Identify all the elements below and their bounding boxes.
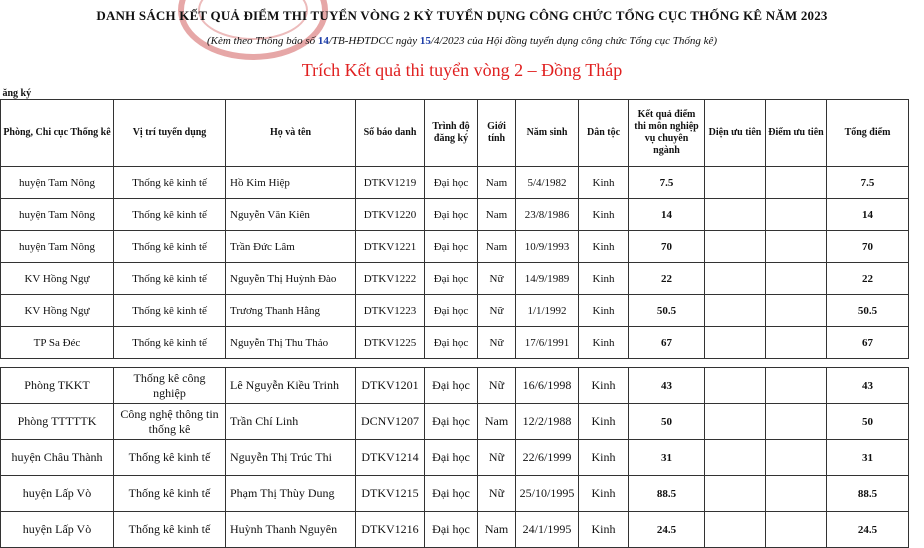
header-row <box>1 100 909 167</box>
table-cell: Nam <box>478 167 516 199</box>
table-cell: Kinh <box>579 263 629 295</box>
table-cell: Đại học <box>425 199 478 231</box>
table-cell: Thống kê công nghiệp <box>114 368 226 404</box>
table-cell: Nam <box>478 404 516 440</box>
table-cell: Phòng TKKT <box>1 368 114 404</box>
table-cell: 12/2/1988 <box>516 404 579 440</box>
table-cell <box>705 231 766 263</box>
table-row <box>1 167 909 199</box>
table-cell: Nam <box>478 199 516 231</box>
table-cell: Đại học <box>425 512 478 548</box>
table-row <box>1 231 909 263</box>
table-body-top <box>1 167 909 359</box>
table-cell: 31 <box>827 440 909 476</box>
column-header: Diện ưu tiên <box>705 100 766 167</box>
column-header: Giới tính <box>478 100 516 167</box>
table-row <box>1 263 909 295</box>
table-cell: DTKV1216 <box>356 512 425 548</box>
table-cell: Nữ <box>478 368 516 404</box>
table-cell: Trần Đức Lâm <box>226 231 356 263</box>
table-cell: KV Hồng Ngự <box>1 295 114 327</box>
column-header: Kết quả điểm thi môn nghiệp vụ chuyên ngành <box>629 100 705 167</box>
table-cell: huyện Tam Nông <box>1 199 114 231</box>
table-cell: 25/10/1995 <box>516 476 579 512</box>
document-title: DANH SÁCH KẾT QUẢ ĐIỂM THI TUYỂN VÒNG 2 KỲ TUYỂN DỤNG CÔNG CHỨC TỔNG CỤC THỐNG KÊ NĂM 2023 <box>96 8 828 23</box>
table-cell: Kinh <box>579 199 629 231</box>
table-cell: 50 <box>827 404 909 440</box>
table-cell <box>766 476 827 512</box>
table-cell: Nam <box>478 512 516 548</box>
table-row <box>1 368 909 404</box>
table-cell: DTKV1222 <box>356 263 425 295</box>
table-cell: 14/9/1989 <box>516 263 579 295</box>
table-cell: Kinh <box>579 327 629 359</box>
table-cell: Thống kê kinh tế <box>114 199 226 231</box>
table-cell: Công nghệ thông tin thống kê <box>114 404 226 440</box>
table-cell <box>705 476 766 512</box>
table-cell: 24/1/1995 <box>516 512 579 548</box>
table-cell <box>766 231 827 263</box>
table-cell <box>766 404 827 440</box>
table-cell: Nữ <box>478 295 516 327</box>
table-cell: Đại học <box>425 295 478 327</box>
table-cell: Kinh <box>579 476 629 512</box>
table-cell <box>705 440 766 476</box>
table-cell: huyện Tam Nông <box>1 167 114 199</box>
table-cell <box>766 512 827 548</box>
table-separator <box>1 359 909 368</box>
table-cell: DTKV1201 <box>356 368 425 404</box>
table-cell: Kinh <box>579 231 629 263</box>
table-cell: Kinh <box>579 404 629 440</box>
table-cell <box>766 295 827 327</box>
table-cell: Nam <box>478 231 516 263</box>
table-cell <box>705 167 766 199</box>
column-header: Phòng, Chi cục Thống kê <box>1 100 114 167</box>
table-cell: 7.5 <box>629 167 705 199</box>
table-cell: huyện Lấp Vò <box>1 512 114 548</box>
table-cell: Nữ <box>478 476 516 512</box>
table-cell: DTKV1214 <box>356 440 425 476</box>
table-cell: DTKV1215 <box>356 476 425 512</box>
table-cell: 10/9/1993 <box>516 231 579 263</box>
table-cell: 17/6/1991 <box>516 327 579 359</box>
column-header: Họ và tên <box>226 100 356 167</box>
column-header: Năm sinh <box>516 100 579 167</box>
table-cell: Phạm Thị Thùy Dung <box>226 476 356 512</box>
column-header: Dân tộc <box>579 100 629 167</box>
table-cell: 50 <box>629 404 705 440</box>
column-header: Trình độ đăng ký <box>425 100 478 167</box>
table-cell: 22 <box>827 263 909 295</box>
table-cell: Nguyễn Thị Thu Thảo <box>226 327 356 359</box>
header-top-strip <box>1 87 909 100</box>
table-cell: 16/6/1998 <box>516 368 579 404</box>
table-cell: Thống kê kinh tế <box>114 327 226 359</box>
document-subtitle: (Kèm theo Thông báo số 14/TB-HĐTDCC ngày 15/4/2023 của Hội đồng tuyển dụng công chức Tổng cục Thống kê) <box>206 35 718 47</box>
table-cell: Thống kê kinh tế <box>114 231 226 263</box>
table-cell: Thống kê kinh tế <box>114 476 226 512</box>
table-cell: Thống kê kinh tế <box>114 295 226 327</box>
table-cell <box>705 295 766 327</box>
table-row <box>1 327 909 359</box>
table-cell: Đại học <box>425 231 478 263</box>
table-cell: Nữ <box>478 263 516 295</box>
table-cell: 24.5 <box>629 512 705 548</box>
table-cell: 50.5 <box>629 295 705 327</box>
table-cell: Kinh <box>579 368 629 404</box>
table-cell: 43 <box>629 368 705 404</box>
results-table <box>0 87 909 548</box>
table-cell: 67 <box>629 327 705 359</box>
table-cell: Lê Nguyễn Kiều Trinh <box>226 368 356 404</box>
table-cell: Đại học <box>425 167 478 199</box>
table-cell: Trần Chí Linh <box>226 404 356 440</box>
table-cell: Hồ Kim Hiệp <box>226 167 356 199</box>
table-cell: DTKV1223 <box>356 295 425 327</box>
table-cell: DTKV1221 <box>356 231 425 263</box>
section-heading: Trích Kết quả thi tuyển vòng 2 – Đồng Tháp <box>301 60 623 80</box>
table-cell: 50.5 <box>827 295 909 327</box>
table-cell: Nguyễn Thị Huỳnh Đào <box>226 263 356 295</box>
table-cell <box>766 199 827 231</box>
table-cell: Đại học <box>425 404 478 440</box>
table-cell <box>705 512 766 548</box>
table-cell: KV Hồng Ngự <box>1 263 114 295</box>
table-cell: Trương Thanh Hằng <box>226 295 356 327</box>
table-cell <box>705 263 766 295</box>
table-cell: 67 <box>827 327 909 359</box>
table-cell: Nguyễn Văn Kiên <box>226 199 356 231</box>
table-cell: Kinh <box>579 440 629 476</box>
table-cell: Phòng TTTTTK <box>1 404 114 440</box>
table-row <box>1 404 909 440</box>
table-row <box>1 476 909 512</box>
table-cell: Kinh <box>579 167 629 199</box>
table-cell <box>766 440 827 476</box>
table-cell: 23/8/1986 <box>516 199 579 231</box>
table-cell: Nữ <box>478 327 516 359</box>
table-cell: 88.5 <box>827 476 909 512</box>
table-cell: Đại học <box>425 476 478 512</box>
table-cell: 14 <box>629 199 705 231</box>
table-cell: huyện Châu Thành <box>1 440 114 476</box>
table-cell: Thống kê kinh tế <box>114 167 226 199</box>
table-cell: 7.5 <box>827 167 909 199</box>
table-cell <box>766 167 827 199</box>
table-cell: Nữ <box>478 440 516 476</box>
table-cell: TP Sa Đéc <box>1 327 114 359</box>
table-cell: Nguyễn Thị Trúc Thi <box>226 440 356 476</box>
table-row <box>1 199 909 231</box>
table-cell: 70 <box>629 231 705 263</box>
table-cell: 1/1/1992 <box>516 295 579 327</box>
table-cell: Thống kê kinh tế <box>114 440 226 476</box>
table-cell: huyện Lấp Vò <box>1 476 114 512</box>
table-cell: 31 <box>629 440 705 476</box>
table-cell <box>705 199 766 231</box>
table-cell: DTKV1225 <box>356 327 425 359</box>
table-cell: DCNV1207 <box>356 404 425 440</box>
table-row <box>1 440 909 476</box>
table-cell: Đại học <box>425 263 478 295</box>
column-header: Điểm ưu tiên <box>766 100 827 167</box>
table-cell: Đại học <box>425 368 478 404</box>
table-body-bottom <box>1 368 909 548</box>
table-cell: 88.5 <box>629 476 705 512</box>
table-cell: huyện Tam Nông <box>1 231 114 263</box>
table-cell: DTKV1219 <box>356 167 425 199</box>
table-row <box>1 512 909 548</box>
table-cell: Kinh <box>579 295 629 327</box>
table-cell <box>766 263 827 295</box>
column-header: Tổng điểm <box>827 100 909 167</box>
table-cell: 22/6/1999 <box>516 440 579 476</box>
table-cell: 70 <box>827 231 909 263</box>
table-cell <box>766 327 827 359</box>
table-cell: Đại học <box>425 327 478 359</box>
table-cell: 24.5 <box>827 512 909 548</box>
table-row <box>1 295 909 327</box>
table-cell <box>766 368 827 404</box>
handwritten-notice-number: 14 <box>317 35 329 47</box>
table-cell: 22 <box>629 263 705 295</box>
table-cell: Thống kê kinh tế <box>114 512 226 548</box>
table-cell: DTKV1220 <box>356 199 425 231</box>
table-cell: Kinh <box>579 512 629 548</box>
table-cell: Thống kê kinh tế <box>114 263 226 295</box>
table-cell <box>705 404 766 440</box>
handwritten-day: 15 <box>419 35 431 47</box>
table-cell: 43 <box>827 368 909 404</box>
table-cell: 5/4/1982 <box>516 167 579 199</box>
table-cell <box>705 368 766 404</box>
column-header: Số báo danh <box>356 100 425 167</box>
table-cell: 14 <box>827 199 909 231</box>
table-cell: Đại học <box>425 440 478 476</box>
header-top-label: ăng ký <box>2 87 32 99</box>
column-header: Vị trí tuyển dụng <box>114 100 226 167</box>
table-cell: Huỳnh Thanh Nguyên <box>226 512 356 548</box>
table-cell <box>705 327 766 359</box>
